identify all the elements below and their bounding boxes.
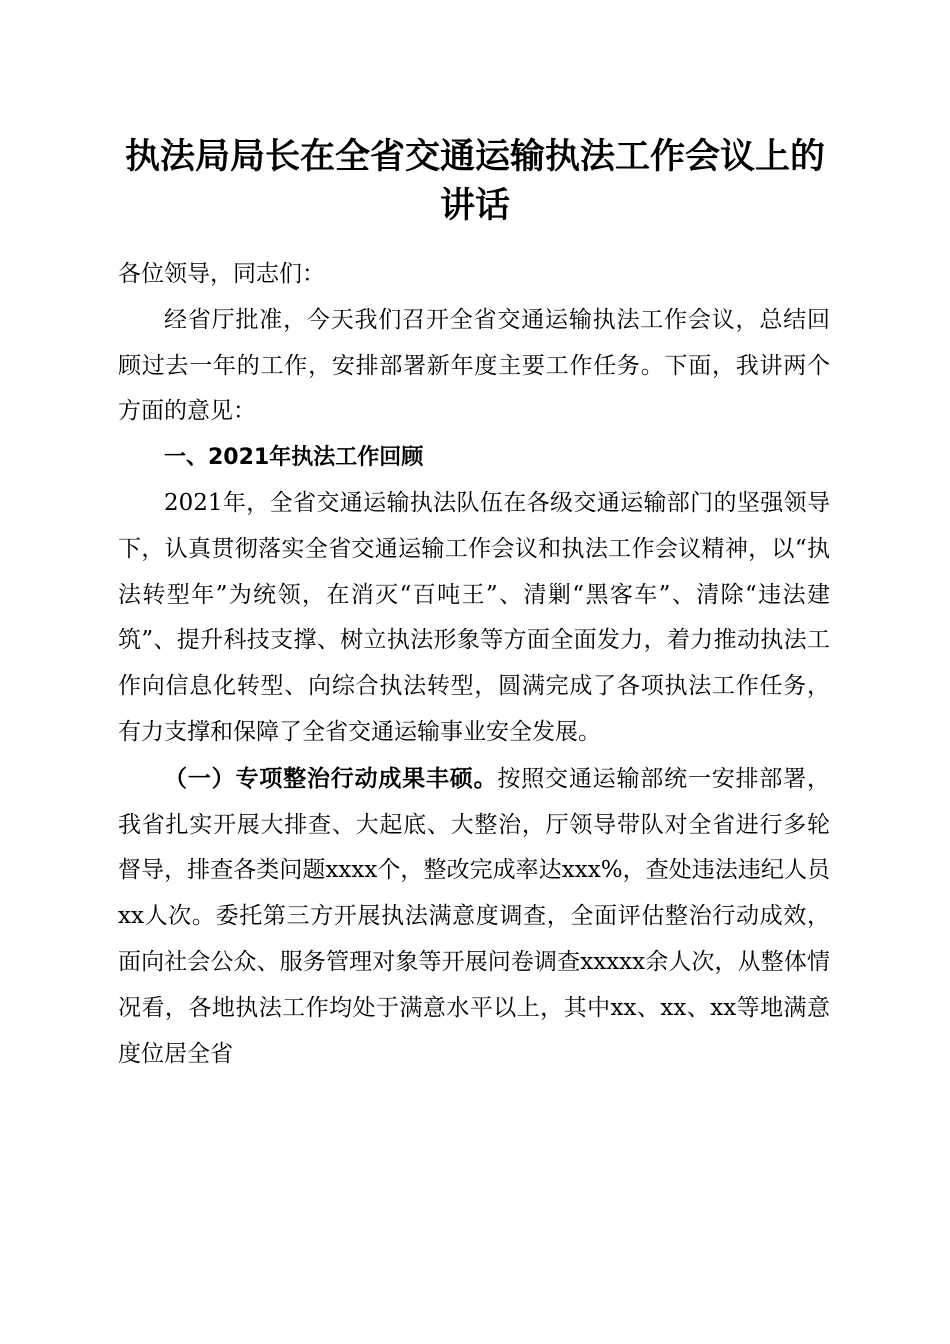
salutation: 各位领导，同志们： <box>118 261 325 287</box>
intro-paragraph: 经省厅批准，今天我们召开全省交通运输执法工作会议，总结回顾过去一年的工作，安排部署新年度主要工作任务。下面，我讲两个方面的意见： <box>118 306 830 425</box>
document-title: 执法局局长在全省交通运输执法工作会议上的讲话 <box>124 136 825 226</box>
subsection-1-paragraph <box>118 756 830 1078</box>
section-1-paragraph: 2021年，全省交通运输执法队伍在各级交通运输部门的坚强领导下，认真贯彻落实全省交通运输工作会议和执法工作会议精神，以“执法转型年”为统领，在消灭“百吨王”、清剿“黑客车”、清除“违法建筑”、提升科技支撑、树立执法形象等方面全面发力，着力推动执法工作向信息化转型、向综合执法转型，圆满完成了各项执法工作任务，有力支撑和保障了全省交通运输事业安全发展。 <box>118 489 830 745</box>
subsection-1-text: 按照交通运输部统一安排部署，我省扎实开展大排查、大起底、大整治，厅领导带队对全省进行多轮督导，排查各类问题xxxx个，整改完成率达xxx%，查处违法违纪人员xx人次。委托第三方开展执法满意度调查，全面评估整治行动成效，面向社会公众、服务管理对象等开展问卷调查xxxxx余人次，从整体情况看，各地执法工作均处于满意水平以上，其中xx、xx、xx等地满意度位居全省 <box>118 765 831 1067</box>
subsection-1-lead: （一）专项整治行动成果丰硕。 <box>164 764 498 792</box>
section-heading-1: 一、2021年执法工作回顾 <box>164 445 424 471</box>
document-body <box>118 252 830 1077</box>
